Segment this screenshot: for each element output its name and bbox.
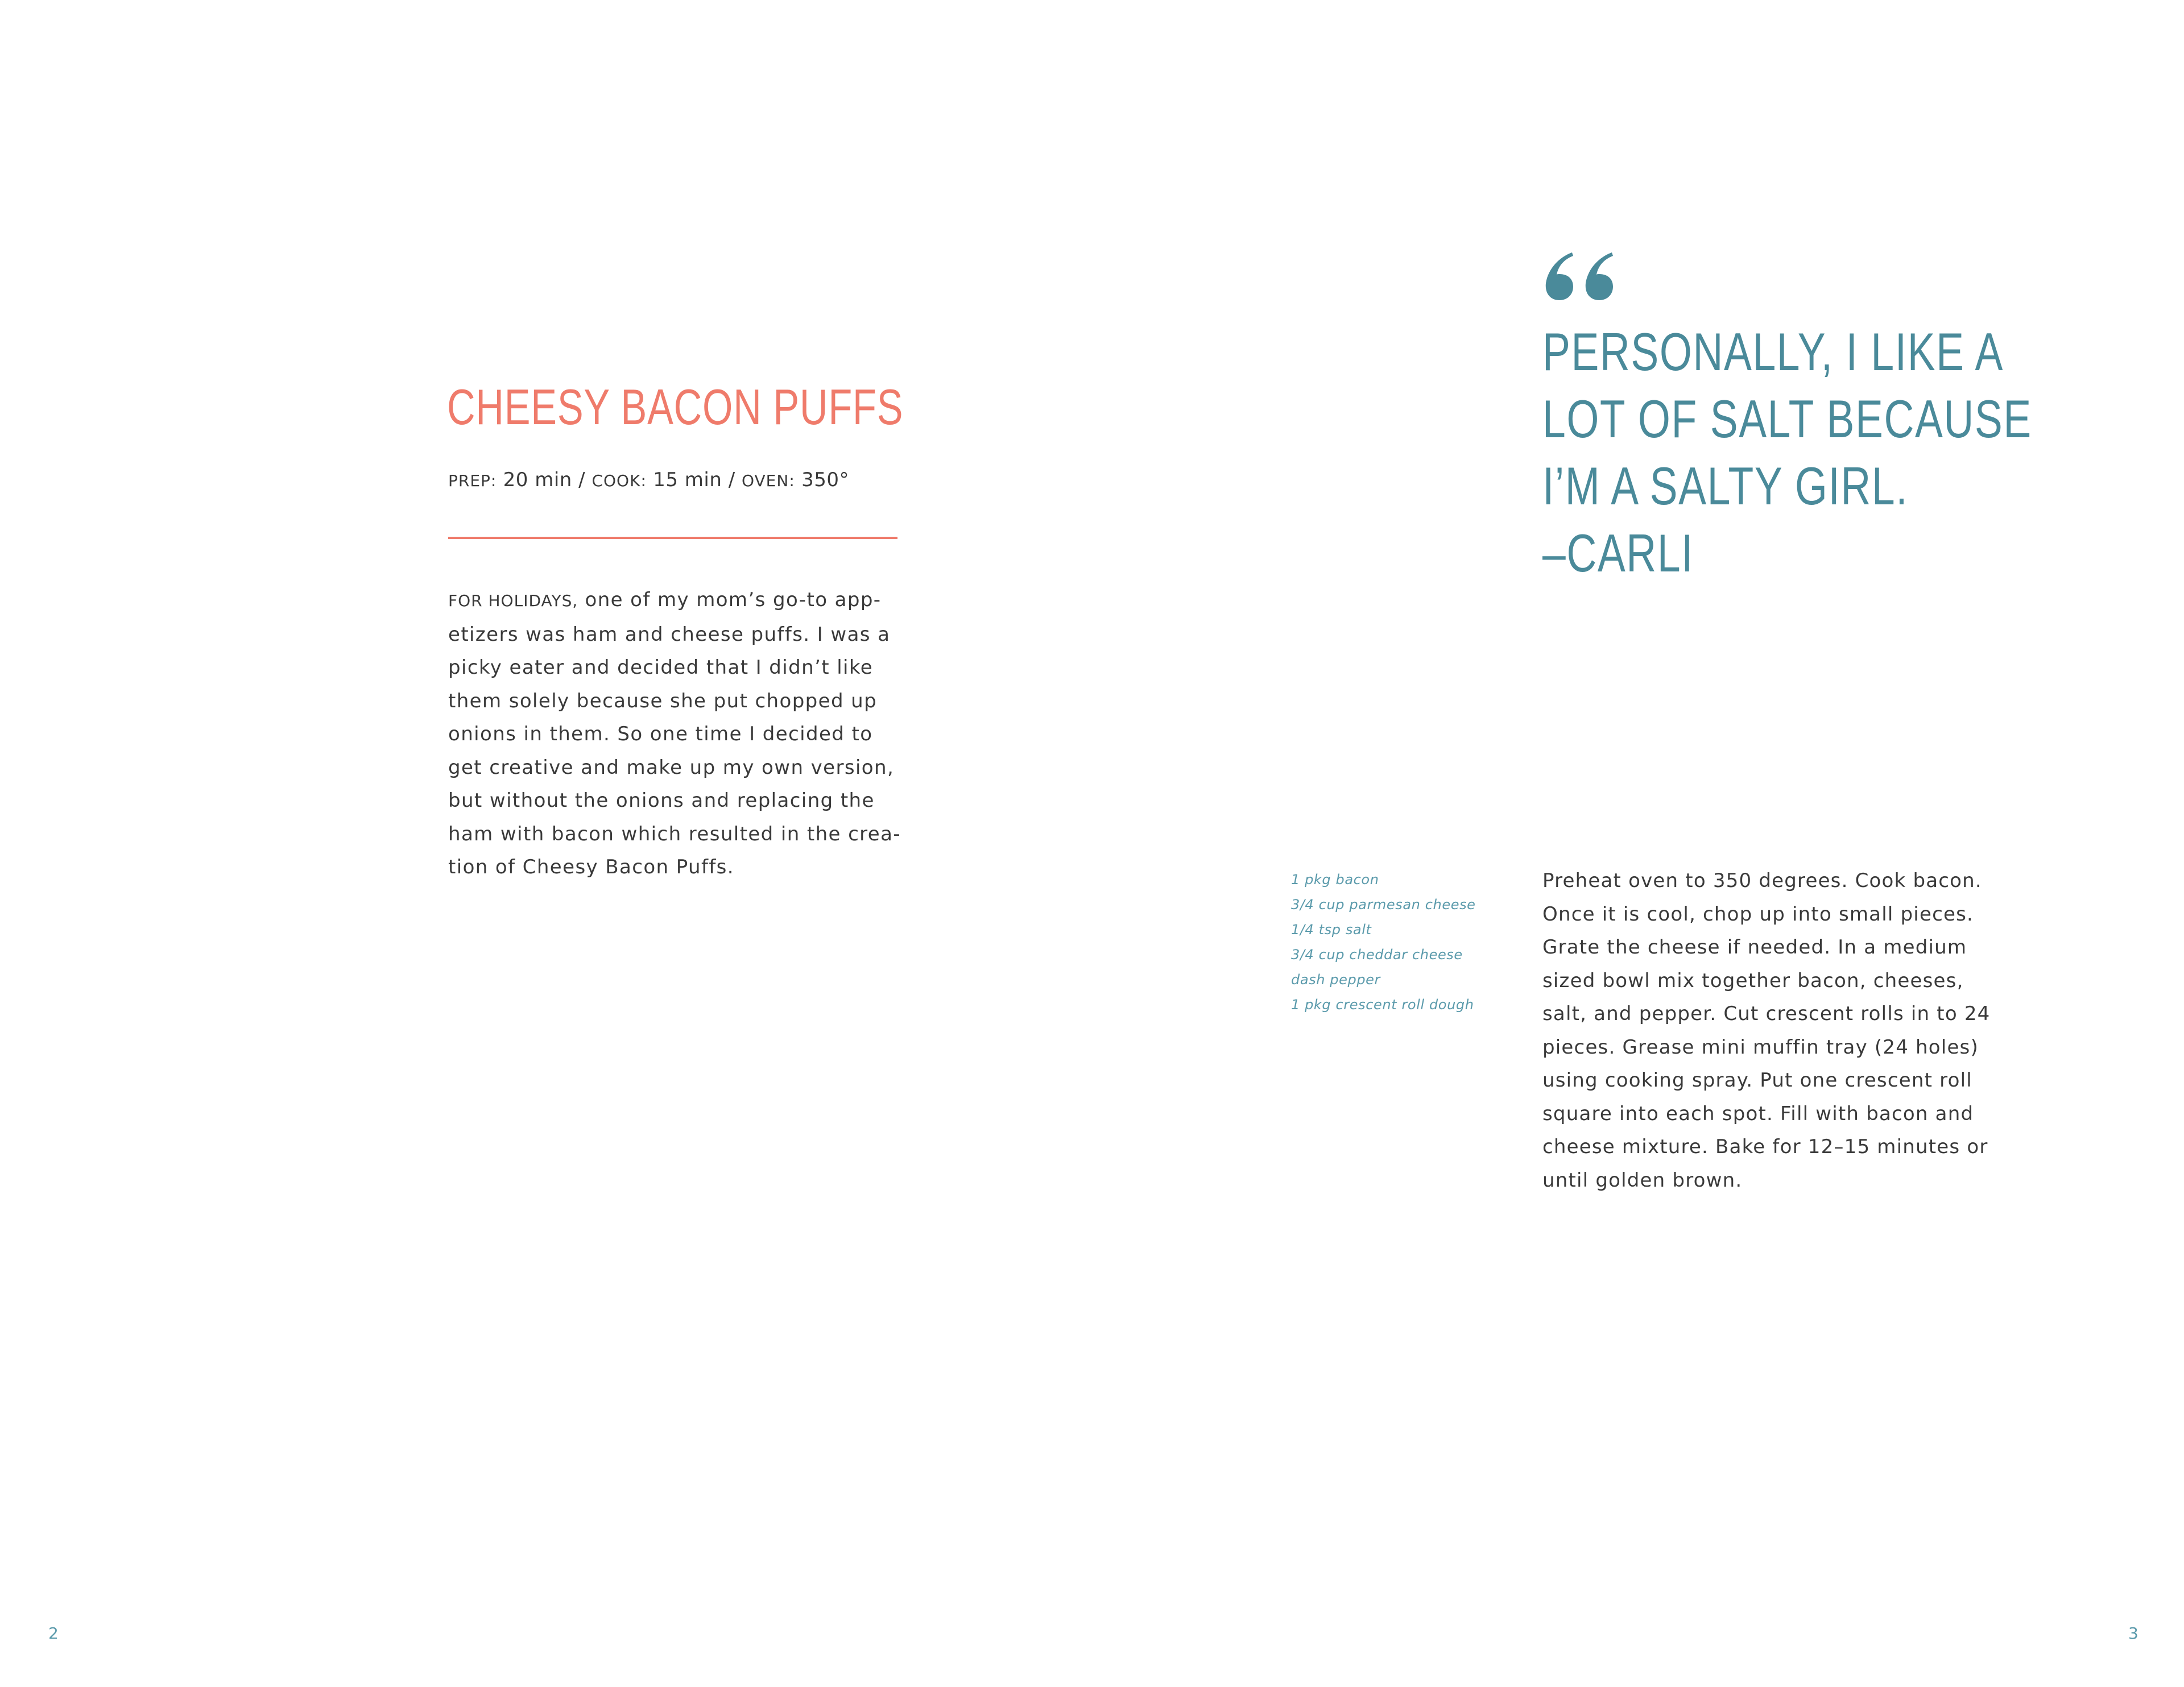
intro-line [448,583,903,618]
ingredient-item: 1/4 tsp salt [1291,922,1372,938]
intro-line: ham with bacon which resulted in the crea- [448,822,901,845]
directions-line: Once it is cool, chop up into small pieces. [1542,902,1974,926]
intro-paragraph [448,583,903,884]
title-divider [448,537,897,539]
recipe-timing [448,469,849,492]
opening-quote-icon [1542,250,1616,301]
ingredient-item: 3/4 cup parmesan cheese [1291,897,1476,913]
intro-line: onions in them. So one time I decided to [448,723,873,745]
page-number: 3 [2128,1624,2138,1643]
prep-label: PREP: [448,471,497,490]
ingredient-item: dash pepper [1291,972,1380,988]
directions-line: using cooking spray. Put one crescent roll [1542,1069,1972,1092]
cook-label: COOK: [592,471,647,490]
page-number: 2 [48,1624,59,1643]
directions-line: sized bowl mix together bacon, cheeses, [1542,969,1964,992]
meta-separator: / [728,469,735,491]
ingredient-item: 1 pkg bacon [1291,872,1379,888]
oven-label: OVEN: [741,471,795,490]
directions-line: square into each spot. Fill with bacon and [1542,1102,1974,1125]
cook-value: 15 min [653,469,722,491]
oven-value: 350° [801,469,849,491]
directions-line: until golden brown. [1542,1168,1743,1192]
intro-line: them solely because she put chopped up [448,689,878,712]
directions-line: cheese mixture. Bake for 12–15 minutes or [1542,1135,1988,1158]
quote-line: I’M A SALTY GIRL. [1542,456,1909,516]
quote-line: LOT OF SALT BECAUSE [1542,389,2032,449]
intro-line: but without the onions and replacing the [448,789,875,812]
intro-line-text: one of my mom’s go-to app- [585,588,882,611]
meta-separator: / [578,469,586,491]
directions-line: Grate the cheese if needed. In a medium [1542,936,1967,959]
prep-value: 20 min [503,469,572,491]
ingredients-list [1291,867,1476,1017]
pull-quote [1542,318,2032,587]
right-page [1092,0,2184,1687]
intro-lead: FOR HOLIDAYS, [448,591,578,610]
ingredient-item: 1 pkg crescent roll dough [1291,997,1474,1013]
quote-line: PERSONALLY, I LIKE A [1542,322,2004,382]
quote-attribution: –CARLI [1542,523,1694,583]
intro-line: picky eater and decided that I didn’t like [448,656,874,679]
ingredient-item: 3/4 cup cheddar cheese [1291,947,1463,963]
recipe-title: CHEESY BACON PUFFS [447,379,904,435]
intro-line: etizers was ham and cheese puffs. I was a [448,623,891,646]
directions-line: Preheat oven to 350 degrees. Cook bacon. [1542,869,1982,892]
directions-paragraph [1542,864,2009,1197]
intro-line: get creative and make up my own version, [448,756,895,779]
directions-line: pieces. Grease mini muffin tray (24 holes) [1542,1035,1979,1059]
intro-line: tion of Cheesy Bacon Puffs. [448,856,735,878]
directions-line: salt, and pepper. Cut crescent rolls in to 24 [1542,1002,1991,1025]
